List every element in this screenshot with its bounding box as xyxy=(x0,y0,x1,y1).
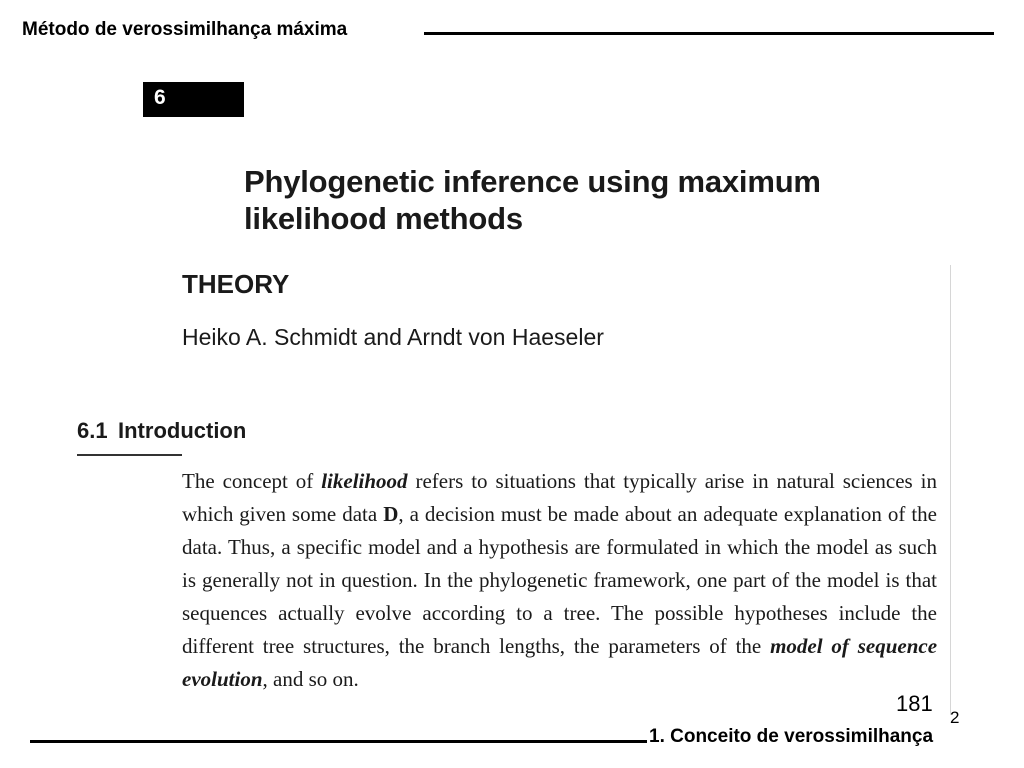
chapter-title: Phylogenetic inference using maximum likelihood methods xyxy=(244,164,821,236)
chapter-number: 6 xyxy=(154,86,166,109)
text-run: , and so on. xyxy=(262,667,359,691)
header-rule xyxy=(424,32,994,35)
term-model-of-sequence-evolution: model of sequence evolution xyxy=(182,634,938,691)
page-edge-line xyxy=(950,265,951,715)
section-title: Introduction xyxy=(118,418,247,443)
body-paragraph xyxy=(182,465,937,696)
authors: Heiko A. Schmidt and Arndt von Haeseler xyxy=(182,324,604,350)
text-run: refers to situations that typically arise in natural sciences in which given some data xyxy=(182,469,937,526)
book-page-number: 181 xyxy=(896,691,933,716)
section-rule xyxy=(77,454,182,456)
term-data-D: D xyxy=(383,502,399,526)
text-run: The concept of xyxy=(182,469,322,493)
footer-rule xyxy=(30,740,647,743)
slide-title: Método de verossimilhança máxima xyxy=(22,19,348,40)
part-label: THEORY xyxy=(182,269,290,299)
term-likelihood: likelihood xyxy=(321,469,408,493)
slide-number: 2 xyxy=(950,708,960,727)
footer-title: 1. Conceito de verossimilhança xyxy=(649,726,934,747)
text-run: , a decision must be made about an adequate explanation of the data. Thus, a specific model and a hypothesis are formulated in which the model as such is generally not in question. In the phylogenetic framework, one part of the model is that sequences actually evolve according to a tree. The possible hypotheses include the different tree structures, the branch lengths, the parameters of the xyxy=(182,502,937,658)
section-number: 6.1 xyxy=(77,418,108,443)
